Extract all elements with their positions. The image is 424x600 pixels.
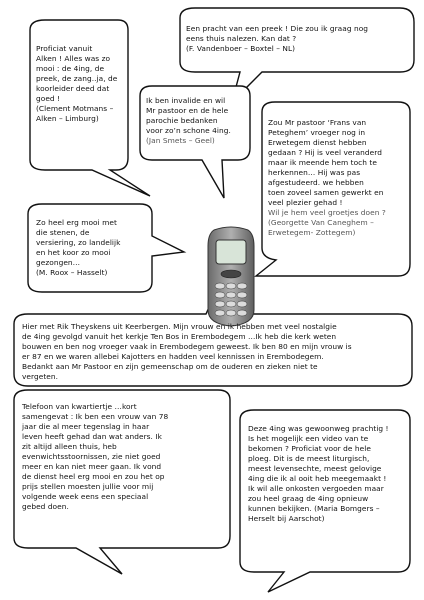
bubble-1-sign: (F. Vandenboer – Boxtel – NL): [186, 44, 296, 53]
bubble-2-text: [36, 44, 126, 124]
bubble-7-body: Telefoon van kwartiertje …kort samengevat : Ik ben een vrouw van 78 jaar die al meer tegenslag in haar leven heeft gehad dan wat anders. Ik zit altijd alleen thuis, heb evenwichtsstoornissen, zie niet goed meer en kan niet meer gaan. Ik vond de dienst heel erg mooi en zou het op prijs stellen moesten jullie voor mij volgende week eens een speciaal gebed doen.: [22, 402, 169, 511]
bubble-6-body: Hier met Rik Theyskens uit Keerbergen. Mijn vrouw en ik hebben met veel nostalgie de 4ing gevolgd vanuit het kerkje Ten Bos in Erembodegem …Ik heb die kerk weten bouwen en ben nog vroeger vaak in Erembodegem geweest. Ik ben 80 en mijn vrouw is er 87 en we waren allebei Kajotters en hadden veel kennissen in Erembodegem. Bedankt aan Mr Pastoor en zijn gemeenschap om de ouderen en zieken niet te vergeten.: [22, 322, 352, 381]
bubble-8-text: [248, 424, 410, 524]
bubble-3-sign: (Jan Smets – Geel): [146, 136, 215, 145]
bubble-6-text: [22, 322, 414, 382]
bubble-2-body: Proficiat vanuit Alken ! Alles was zo mooi : de 4ing, de preek, de zang..ja, de koorleider deed dat goed !: [36, 44, 118, 103]
bubble-4-sign: Wil je hem veel groetjes doen ? (Georgette Van Caneghem – Erwetegem- Zottegem): [268, 208, 386, 237]
bubble-3-body: Ik ben invalide en wil Mr pastoor en de hele parochie bedanken voor zo’n schone 4ing.: [146, 96, 231, 135]
bubble-2-sign: (Clement Motmans – Alken – Limburg): [36, 104, 114, 123]
mobile-phone-illustration: [204, 224, 258, 328]
bubble-1-text: [186, 24, 408, 54]
bubble-4-body: Zou Mr pastoor ‘Frans van Peteghem’ vroeger nog in Erwetegem dienst hebben gedaan ? Hij is veel veranderd maar ik meende hem toch te herkennen… Hij was pas afgestudeerd. we hebben toen zoveel samen gewerkt en veel plezier gehad !: [268, 118, 384, 207]
bubble-4-text: [268, 118, 408, 238]
bubble-7-text: [22, 402, 228, 512]
bubble-8-body: Deze 4ing was gewoonweg prachtig ! Is het mogelijk een video van te bekomen ? Proficiat voor de hele ploeg. Dit is de meest liturgisch, meest levensechte, meest gelovige 4ing die ik al ooit heb meegemaakt ! Ik wil alle onkosten vergoeden maar zou heel graag de 4ing opnieuw kunnen bekijken. (Maria Bomgers – Herselt bij Aarschot): [248, 424, 389, 523]
bubble-1-body: Een pracht van een preek ! Die zou ik graag nog eens thuis nalezen. Kan dat ?: [186, 24, 369, 43]
bubble-5-sign: (M. Roox – Hasselt): [36, 268, 108, 277]
bubble-5-text: [36, 218, 150, 278]
bubble-3-text: [146, 96, 250, 146]
bubble-5-body: Zo heel erg mooi met die stenen, de versiering, zo landelijk en het koor zo mooi gezongen…: [36, 218, 121, 267]
phone-screen: [216, 240, 246, 264]
